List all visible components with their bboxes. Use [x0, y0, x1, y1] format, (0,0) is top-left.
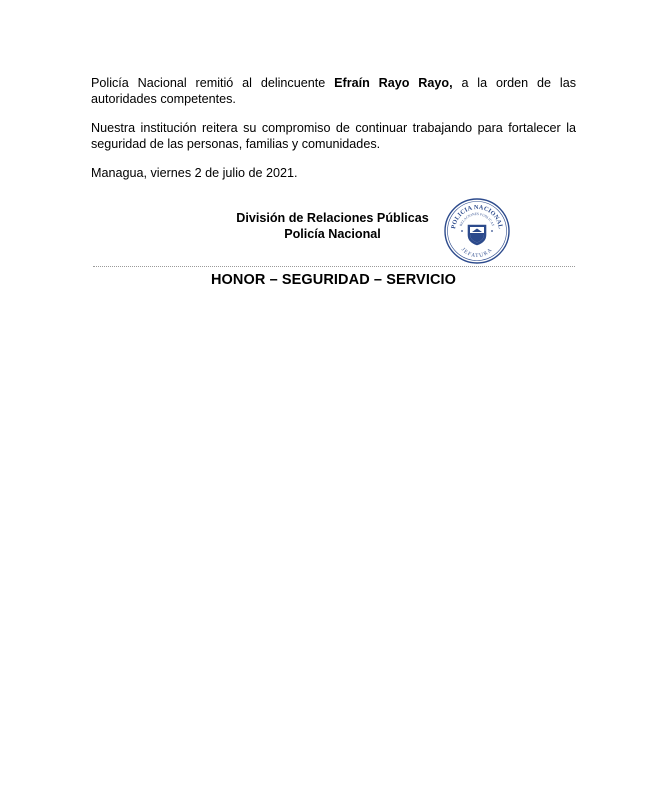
- seal-bottom-text: JEFATURA: [459, 246, 495, 260]
- paragraph-remission-text-end: a la orden de las autoridades competentes.: [91, 76, 576, 106]
- svg-text:JEFATURA: [460, 247, 494, 259]
- police-seal-icon: [443, 197, 511, 265]
- seal-sub-text: RELACIONES PUBLICAS: [458, 211, 496, 227]
- signature-institution: Policía Nacional: [284, 227, 381, 241]
- seal-top-text: POLICIA NACIONAL: [450, 203, 504, 230]
- paragraph-remission-text-start: Policía Nacional remitió al delincuente: [91, 76, 335, 90]
- signature-block: [210, 210, 455, 242]
- institutional-motto: HONOR – SEGURIDAD – SERVICIO: [210, 272, 457, 288]
- separator-line: [93, 266, 575, 267]
- paragraph-remission: [91, 75, 576, 107]
- signature-division: División de Relaciones Públicas: [236, 211, 429, 225]
- date-line: Managua, viernes 2 de julio de 2021.: [91, 166, 298, 180]
- detainee-name: Efraín Rayo Rayo,: [334, 76, 453, 90]
- paragraph-commitment: Nuestra institución reitera su compromiso de continuar trabajando para fortalecer la seguridad de las personas, familias y comunidades.: [91, 121, 576, 151]
